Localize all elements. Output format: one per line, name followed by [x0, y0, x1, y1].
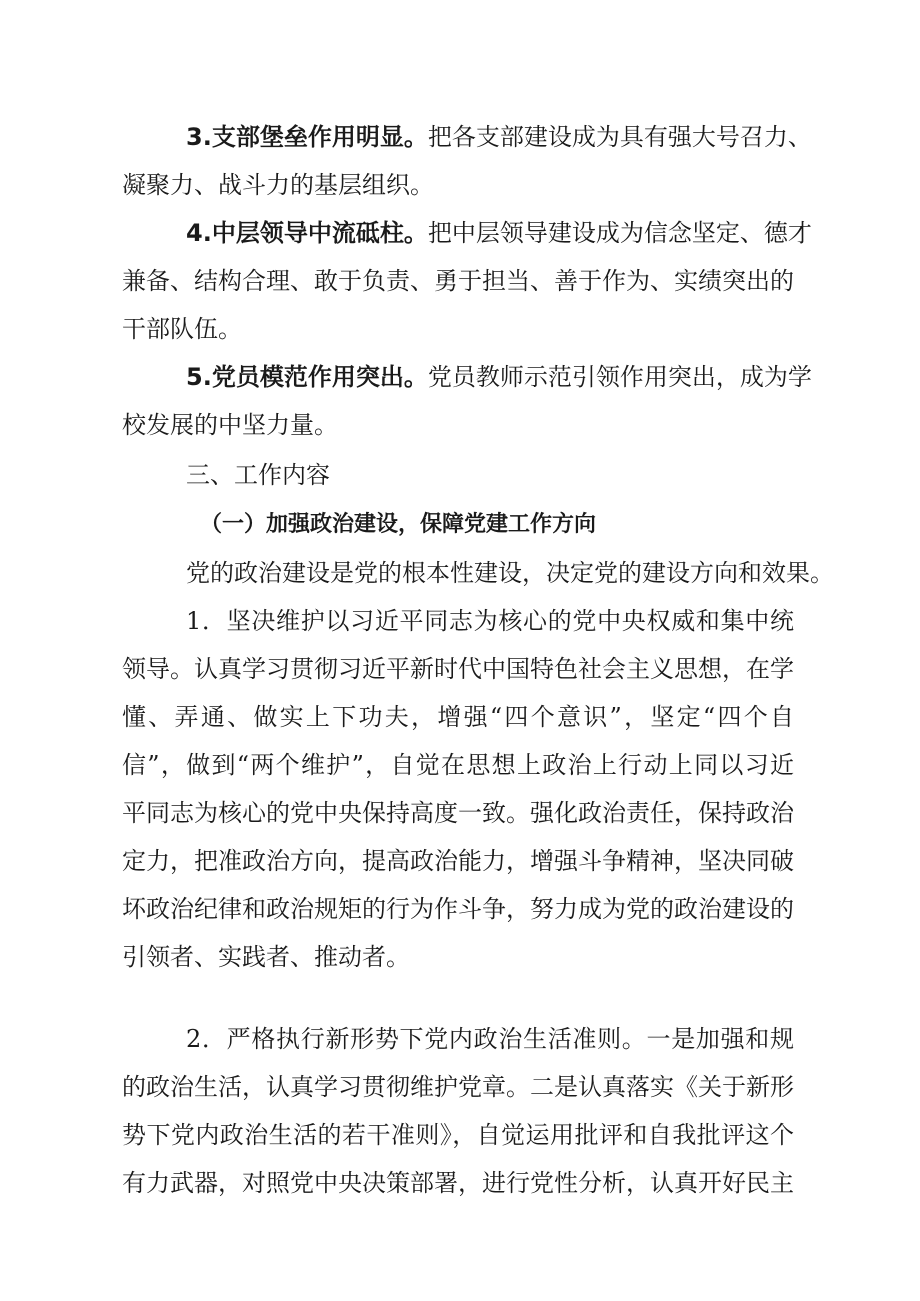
section-heading: 三、工作内容 [186, 461, 330, 489]
item-5-title: .党员模范作用突出。 [202, 363, 428, 391]
para1-line-4: 信”，做到“两个维护”，自觉在思想上政治上行动上同以习近 [122, 751, 794, 779]
para1-line-2: 领导。认真学习贯彻习近平新时代中国特色社会主义思想，在学 [122, 655, 794, 683]
para2-line-4: 有力武器，对照党中央决策部署，进行党性分析，认真开好民主 [122, 1169, 794, 1197]
item-5-line-1 [186, 362, 812, 392]
item-4-number: 4 [186, 219, 203, 247]
subsection-heading: （一）加强政治建设，保障党建工作方向 [200, 512, 597, 537]
item-3-line-1 [186, 122, 812, 152]
item-5-number: 5 [186, 363, 203, 391]
item-5-text: 党员教师示范引领作用突出，成为学 [427, 363, 812, 391]
para1-line-7: 坏政治纪律和政治规矩的行为作斗争，努力成为党的政治建设的 [122, 895, 794, 923]
item-3-line-2: 凝聚力、战斗力的基层组织。 [122, 171, 434, 199]
intro-paragraph: 党的政治建设是党的根本性建设，决定党的建设方向和效果。 [186, 559, 834, 587]
para2-line-1: 2．严格执行新形势下党内政治生活准则。一是加强和规 [186, 1025, 794, 1053]
item-3-title: .支部堡垒作用明显。 [202, 123, 428, 151]
item-4-line-3: 干部队伍。 [122, 315, 242, 343]
para1-line-5: 平同志为核心的党中央保持高度一致。强化政治责任，保持政治 [122, 799, 794, 827]
item-5-line-2: 校发展的中坚力量。 [122, 411, 338, 439]
item-4-line-1 [186, 218, 812, 248]
para1-line-8: 引领者、实践者、推动者。 [122, 943, 410, 971]
item-3-text: 把各支部建设成为具有强大号召力、 [427, 123, 812, 151]
para1-line-3: 懂、弄通、做实上下功夫，增强“四个意识”，坚定“四个自 [122, 703, 794, 731]
para2-line-3: 势下党内政治生活的若干准则》，自觉运用批评和自我批评这个 [122, 1121, 794, 1149]
item-4-title: .中层领导中流砥柱。 [202, 219, 428, 247]
item-4-text: 把中层领导建设成为信念坚定、德才 [427, 219, 812, 247]
item-3-number: 3 [186, 123, 203, 151]
para2-line-2: 的政治生活，认真学习贯彻维护党章。二是认真落实《关于新形 [122, 1073, 794, 1101]
para1-line-6: 定力，把准政治方向，提高政治能力，增强斗争精神，坚决同破 [122, 847, 794, 875]
item-4-line-2: 兼备、结构合理、敢于负责、勇于担当、善于作为、实绩突出的 [122, 267, 794, 295]
para1-line-1: 1．坚决维护以习近平同志为核心的党中央权威和集中统 [186, 607, 794, 635]
